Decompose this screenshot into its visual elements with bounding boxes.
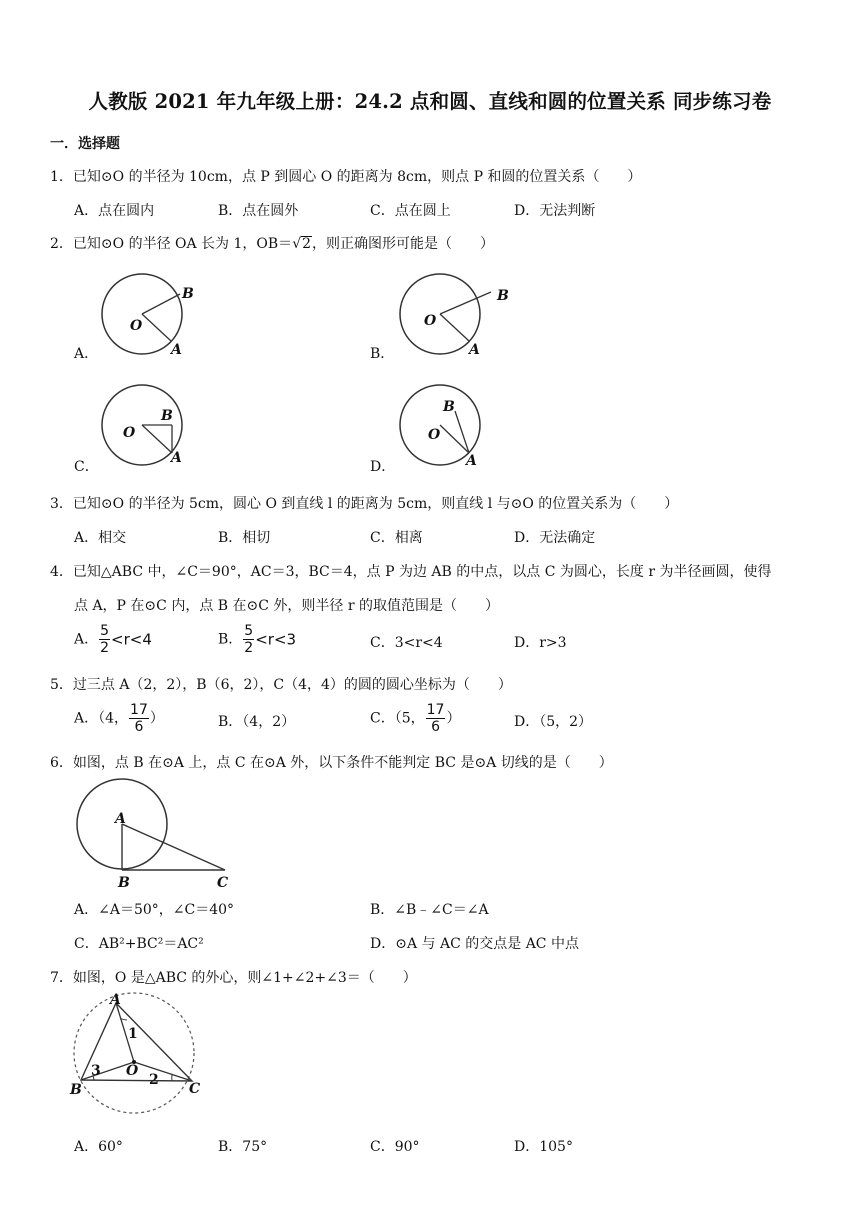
fraction-numerator: 17 — [426, 702, 445, 718]
q4-option-d[interactable]: D．r>3 — [514, 635, 567, 651]
label-o: O — [126, 1063, 139, 1079]
q7-option-b[interactable]: B．75° — [218, 1139, 268, 1155]
q4-a-label: A． — [74, 631, 99, 648]
fraction — [426, 703, 446, 734]
label-b: B — [443, 399, 455, 415]
label-a: A — [469, 342, 480, 358]
q2-option-c[interactable]: C． — [74, 459, 99, 475]
q1-option-d[interactable]: D．无法判断 — [514, 203, 596, 219]
q5-c-post: ） — [446, 710, 461, 727]
fraction-denominator: 2 — [244, 640, 254, 656]
fraction — [99, 624, 110, 655]
fraction-denominator: 6 — [134, 719, 144, 735]
q2-figure-b — [393, 272, 523, 364]
q4-option-b[interactable] — [218, 624, 296, 655]
q1-option-c[interactable]: C．点在圆上 — [370, 203, 451, 219]
q2-figure-c — [95, 383, 205, 475]
q5-option-b[interactable]: B．（4，2） — [218, 714, 296, 730]
page-title: 人教版 2021 年九年级上册：24.2 点和圆、直线和圆的位置关系 同步练习卷 — [88, 90, 772, 113]
label-a: A — [110, 992, 121, 1008]
question-2-stem — [50, 233, 494, 253]
sqrt-symbol: √ — [292, 236, 302, 252]
label-o: O — [123, 425, 136, 441]
circumcircle-shape — [74, 993, 194, 1113]
q5-option-d[interactable]: D．（5，2） — [514, 714, 593, 730]
q4-a-rest: <r<4 — [111, 630, 152, 649]
q7-figure — [68, 990, 218, 1120]
fraction-numerator: 17 — [130, 702, 148, 718]
segment-ac — [122, 824, 225, 870]
question-6-stem: 6．如图，点 B 在⊙A 上，点 C 在⊙A 外，以下条件不能判定 BC 是⊙A 切线的是（ ） — [50, 755, 613, 771]
label-a: A — [171, 450, 182, 466]
label-a: A — [466, 453, 477, 469]
label-b: B — [182, 286, 194, 302]
q4-b-rest: <r<3 — [255, 630, 297, 649]
q6-option-c[interactable]: C．AB²+BC²＝AC² — [74, 936, 204, 952]
q4-b-label: B． — [218, 631, 243, 648]
segment-oa — [440, 314, 469, 341]
label-c: C — [217, 875, 229, 891]
q6-figure — [70, 778, 240, 890]
q2-stem-sqrt: 2 — [302, 236, 312, 252]
q5-a-pre: A．（4， — [74, 710, 129, 727]
q2-stem-pre: 2．已知⊙O 的半径 OA 长为 1，OB＝ — [50, 236, 293, 252]
fraction-denominator: 6 — [431, 719, 440, 735]
q5-option-a[interactable] — [74, 703, 164, 734]
label-o: O — [428, 427, 441, 443]
angle-label-2: 2 — [149, 1072, 159, 1088]
q3-option-d[interactable]: D．无法确定 — [514, 530, 596, 546]
label-b: B — [70, 1082, 82, 1098]
question-5-stem: 5．过三点 A（2，2），B（6，2），C（4，4）的圆的圆心坐标为（ ） — [50, 677, 512, 693]
label-b: B — [497, 288, 509, 304]
q4-option-a[interactable] — [74, 624, 152, 655]
question-3-stem: 3．已知⊙O 的半径为 5cm，圆心 O 到直线 l 的距离为 5cm，则直线 l 与⊙O 的位置关系为（ ） — [50, 496, 679, 512]
question-4-stem-line2: 点 A，P 在⊙C 内，点 B 在⊙C 外，则半径 r 的取值范围是（ ） — [74, 598, 499, 614]
label-b: B — [161, 408, 173, 424]
segment-ob — [142, 294, 180, 314]
q3-option-c[interactable]: C．相离 — [370, 530, 423, 546]
q4-option-c[interactable]: C．3<r<4 — [370, 635, 443, 651]
q2-figure-a — [95, 272, 205, 364]
q2-figure-d — [393, 383, 503, 475]
q2-stem-post: ，则正确图形可能是（ ） — [312, 236, 495, 252]
q7-option-c[interactable]: C．90° — [370, 1139, 420, 1155]
fraction — [129, 703, 149, 734]
label-a: A — [115, 811, 126, 827]
fraction-numerator: 5 — [100, 623, 110, 639]
fraction-numerator: 5 — [244, 623, 254, 639]
fraction-denominator: 2 — [100, 640, 110, 656]
label-c: C — [189, 1081, 201, 1097]
section-heading: 一．选择题 — [50, 136, 120, 152]
label-o: O — [424, 313, 437, 329]
q2-option-b[interactable]: B． — [370, 346, 395, 362]
q5-option-c[interactable] — [370, 703, 460, 734]
label-a: A — [171, 342, 182, 358]
label-b: B — [118, 875, 130, 891]
fraction — [243, 624, 254, 655]
q7-option-a[interactable]: A．60° — [74, 1139, 123, 1155]
label-o: O — [130, 318, 143, 334]
segment-ob — [440, 292, 491, 314]
q6-option-a[interactable]: A．∠A＝50°，∠C＝40° — [74, 902, 235, 918]
q2-option-a[interactable]: A． — [74, 346, 99, 362]
question-4-stem-line1: 4．已知△ABC 中，∠C＝90°，AC＝3，BC＝4，点 P 为边 AB 的中点，以点 C 为圆心，长度 r 为半径画圆，使得 — [50, 564, 772, 580]
question-7-stem: 7．如图，O 是△ABC 的外心，则∠1+∠2+∠3＝（ ） — [50, 970, 417, 986]
segment-oa — [142, 314, 171, 341]
segment-oa — [142, 425, 172, 453]
q5-c-pre: C．（5， — [370, 710, 425, 727]
question-1-stem: 1．已知⊙O 的半径为 10cm，点 P 到圆心 O 的距离为 8cm，则点 P 和圆的位置关系（ ） — [50, 169, 642, 185]
angle-label-1: 1 — [128, 1026, 138, 1042]
angle-label-3: 3 — [91, 1063, 101, 1079]
q1-option-a[interactable]: A．点在圆内 — [74, 203, 155, 219]
q3-option-b[interactable]: B．相切 — [218, 530, 271, 546]
q2-option-d[interactable]: D． — [370, 459, 396, 475]
q6-option-d[interactable]: D．⊙A 与 AC 的交点是 AC 中点 — [370, 936, 579, 952]
q7-option-d[interactable]: D．105° — [514, 1139, 573, 1155]
q3-option-a[interactable]: A．相交 — [74, 530, 127, 546]
q6-option-b[interactable]: B．∠B﹣∠C＝∠A — [370, 902, 489, 918]
q1-option-b[interactable]: B．点在圆外 — [218, 203, 299, 219]
q5-a-post: ） — [149, 710, 164, 727]
